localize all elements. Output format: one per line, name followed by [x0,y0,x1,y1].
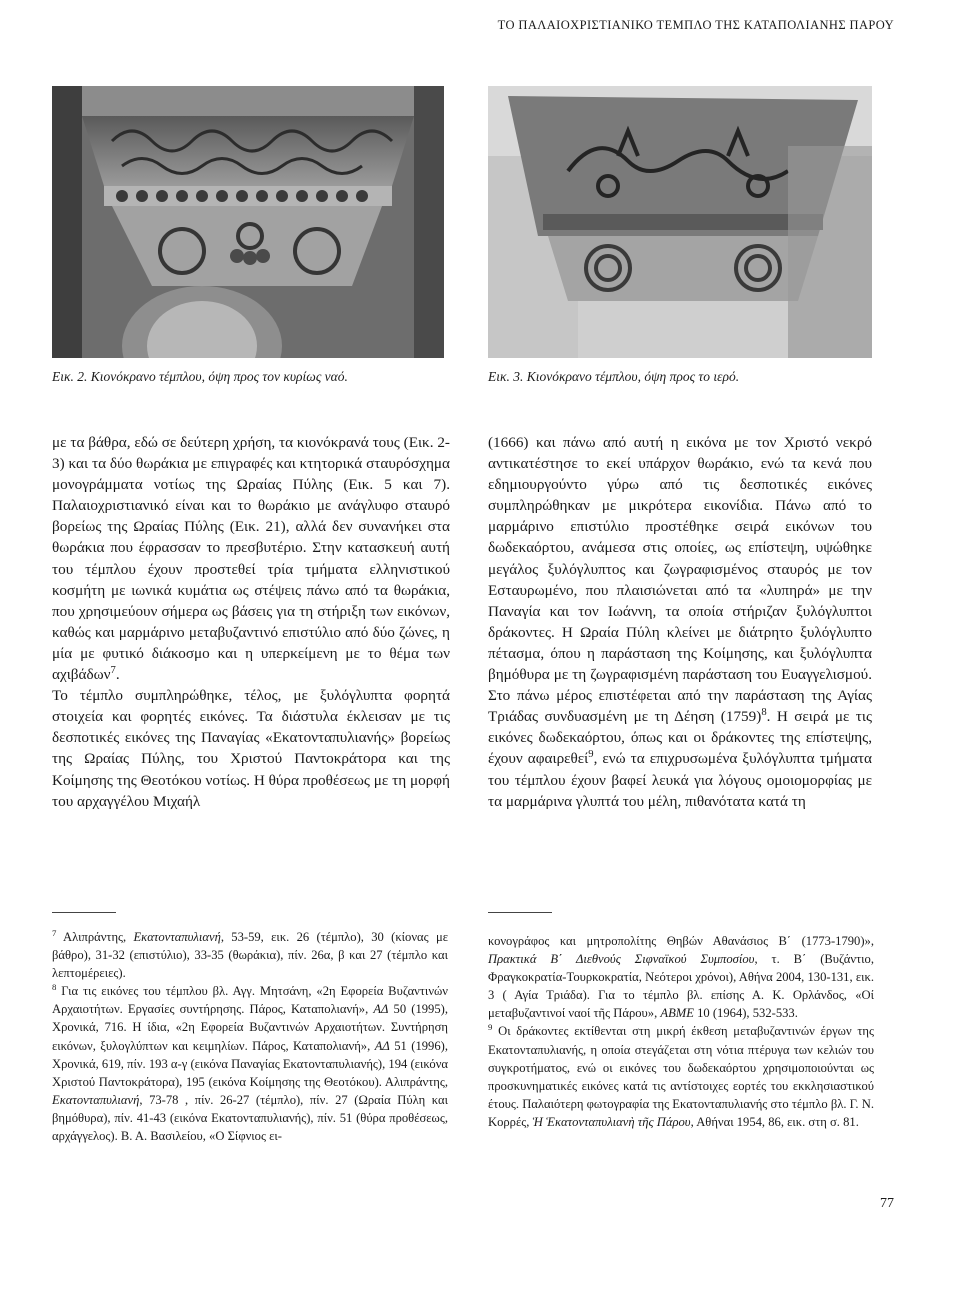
figure-3-photo [488,86,872,358]
figure-3-caption [488,369,739,385]
body-paragraph: με τα βάθρα, εδώ σε δεύτερη χρήση, τα κιονόκρανά τους (Εικ. 2-3) και τα δύο θωράκια με επιγραφές και κτητορικά σταυρόσχημα μονογράμματα νοτίως της Ωραίας Πύλης (Εικ. 5 και 7). Παλαιοχριστιανικό είναι και το θωράκιο με ανάγλυφο σταυρό βορείως της Ωραίας Πύλης (Εικ. 21), αλλά δεν συνανήκει στα θωράκια που έφρασσαν το πρεσβυτέριο. Στην κατασκευή αυτή του τέμπλου έχουν προστεθεί τρία τμήματα ελληνιστικού κοσμήτη με ιωνικά κυμάτια ως στέψεις πάνω από τα θωράκια, που χρησιμεύουν σήμερα ως βάσεις για τη στήριξη των εικόνων, καθώς και μαρμάρινο μεταβυζαντινό επιστύλιο από δύο ζώνες, η μία με φυτικό διάκοσμο και η υπερκείμενη με το θέμα των αχιβάδων$^7$. [52,434,450,684]
footnote-rule [52,912,116,913]
body-column-left [52,432,450,812]
figure-2-photo [52,86,444,358]
body-column-right [488,432,872,812]
footnotes-right [488,932,874,1131]
body-paragraph: Το τέμπλο συμπληρώθηκε, τέλος, με ξυλόγλυπτα φορητά στοιχεία και φορητές εικόνες. Τα διάστυλα έκλεισαν με τις δεσποτικές εικόνες της Παναγίας «Εκατονταπυλιανής» βορείως της Ωραίας Πύλης, του Χριστού Παντοκράτορα και της Κοίμησης της Θεοτόκου νοτίως. Η θύρα προθέσεως με τη μορφή του αρχαγγέλου Μιχαήλ [52,687,450,810]
footnote-rule [488,912,552,913]
figure-2-label: Εικ. 2. [52,369,88,384]
footnotes-left [52,928,448,1145]
running-head: ΤΟ ΠΑΛΑΙΟΧΡΙΣΤΙΑΝΙΚΟ ΤΕΜΠΛΟ ΤΗΣ ΚΑΤΑΠΟΛΙΑΝΗΣ ΠΑΡΟΥ [497,18,894,32]
figure-3-text: Κιονόκρανο τέμπλου, όψη προς το ιερό. [526,369,740,384]
page-number: 77 [880,1196,894,1211]
footnote-9: $^9$ Οι δράκοντες εκτίθενται στη μικρή έκθεση μεταβυζαντινών έργων της Εκατονταπυλιανής, η οποία στεγάζεται στη νότια πτέρυγα των κελιών του συγκροτήματος, ενώ οι εικόνες του δωδεκαόρτου χρησιμοποιούνται ως προσκυνηματικές εικόνες κατά τις αντίστοιχες εορτές του εκκλησιαστικού έτους. Παλαιότερη φωτογραφία της Εκατονταπυλιανής στο τέμπλο βλ. Γ. Ν. Κορρές, Ἡ Ἑκατονταπυλιανὴ τῆς Πάρου, Αθήναι 1954, 86, εικ. στη σ. 81. [488,1022,874,1129]
figure-2-caption [52,369,348,385]
footnote-8: $^8$ Για τις εικόνες του τέμπλου βλ. Αγγ. Μητσάνη, «2η Εφορεία Βυζαντινών Αρχαιοτήτων. Εργασίες συντήρησης. Πάρος, Καταπολιανή», ΑΔ 50 (1995), Χρονικά, 716. Η ίδια, «2η Εφορεία Βυζαντινών Αρχαιοτήτων. Συντήρηση εικόνων, ξυλογλύπτων και κειμηλίων. Πάρος, Καταπολιανή», ΑΔ 51 (1996), Χρονικά, 619, πίν. 193 α-γ (εικόνα Παναγίας Εκατονταπυλιανής), 194 (εικόνα Χριστού Παντοκράτορα), 195 (εικόνα Κοίμησης της Θεοτόκου). Αλιπράντης, Εκατονταπυλιανή, 73-78 , πίν. 26-27 (τέμπλο), πίν. 27 (Ωραία Πύλη και βημόθυρα), πίν. 41-43 (εικόνα Εκατονταπυλιανής), πίν. 51 (θύρα προθέσεως, αρχάγγελος). Β. Α. Βασιλείου, «Ο Σίφνιος ει- [52,982,448,1144]
figure-2-text: Κιονόκρανο τέμπλου, όψη προς τον κυρίως ναό. [90,369,348,384]
figure-3-label: Εικ. 3. [488,369,524,384]
footnote-8-continued: κονογράφος και μητροπολίτης Θηβών Αθανάσιος Β΄ (1773-1790)», Πρακτικά Β΄ Διεθνούς Σιφναϊκού Συμποσίου, τ. Β΄ (Βυζάντιο, Φραγκοκρατία-Τουρκοκρατία, Νεότεροι χρόνοι), Αθήνα 2004, 130-131, εικ. 3 ( Αγία Τριάδα). Για το τέμπλο βλ. επίσης Α. Κ. Ορλάνδος, «Οί μεταβυζαντινοί ναοί τῆς Πάρου», ΑΒΜΕ 10 (1964), 532-533. [488,934,874,1021]
body-paragraph: (1666) και πάνω από αυτή η εικόνα με τον Χριστό νεκρό αντικατέστησε το εκεί υπάρχον θωράκιο, ενώ τα κενά που εδημιουργούντο γύρω από τις δεσποτικές εικόνες συμπληρώθηκαν με μικρότερα εικονίδια. Πάνω από το μαρμάρινο επιστύλιο προστέθηκε σειρά εικόνων του δωδεκαόρτου, ανάμεσα στις οποίες, ως επίστεψη, υψώθηκε μεγάλος ξυλόγλυπτος και ζωγραφισμένος σταυρός με τον Εσταυρωμένο, που πλαισιώνεται από τα «λυπηρά» με την Παναγία και τον Ιωάννη, τα οποία στήριζαν ξυλόγλυπτοι δράκοντες. Η Ωραία Πύλη κλείνει με διάτρητο ξυλόγλυπτο πέτασμα, όπου η παράσταση της Κοίμησης, και ξυλόγλυπτα βημόθυρα με τη ζωγραφισμένη παράσταση του Ευαγγελισμού. Στο πάνω μέρος επιστέφεται από την παράσταση της Αγίας Τριάδας συνδυασμένη με τη Δέηση $(1759)^8$. Η σειρά με τις εικόνες δωδεκαόρτου, όπως και οι δράκοντες της επίστεψης, έχουν αφαιρεθεί$^9$, ενώ τα επιχρυσωμένα ξυλόγλυπτα τμήματα του τέμπλου έχουν βαφεί λευκά για λόγους ομοιομορφίας με τα μαρμάρινα γλυπτά του μέλη, πιθανότατα κατά τη [488,434,872,810]
footnote-7: $^7$ Αλιπράντης, Εκατονταπυλιανή, 53-59, εικ. 26 (τέμπλο), 30 (κίονας με βάθρο), 31-32 (επιστύλιο), 33-35 (θωράκια), πίν. 26α, β και 27 (τέμπλο και λεπτομέρειες). [52,927,448,981]
